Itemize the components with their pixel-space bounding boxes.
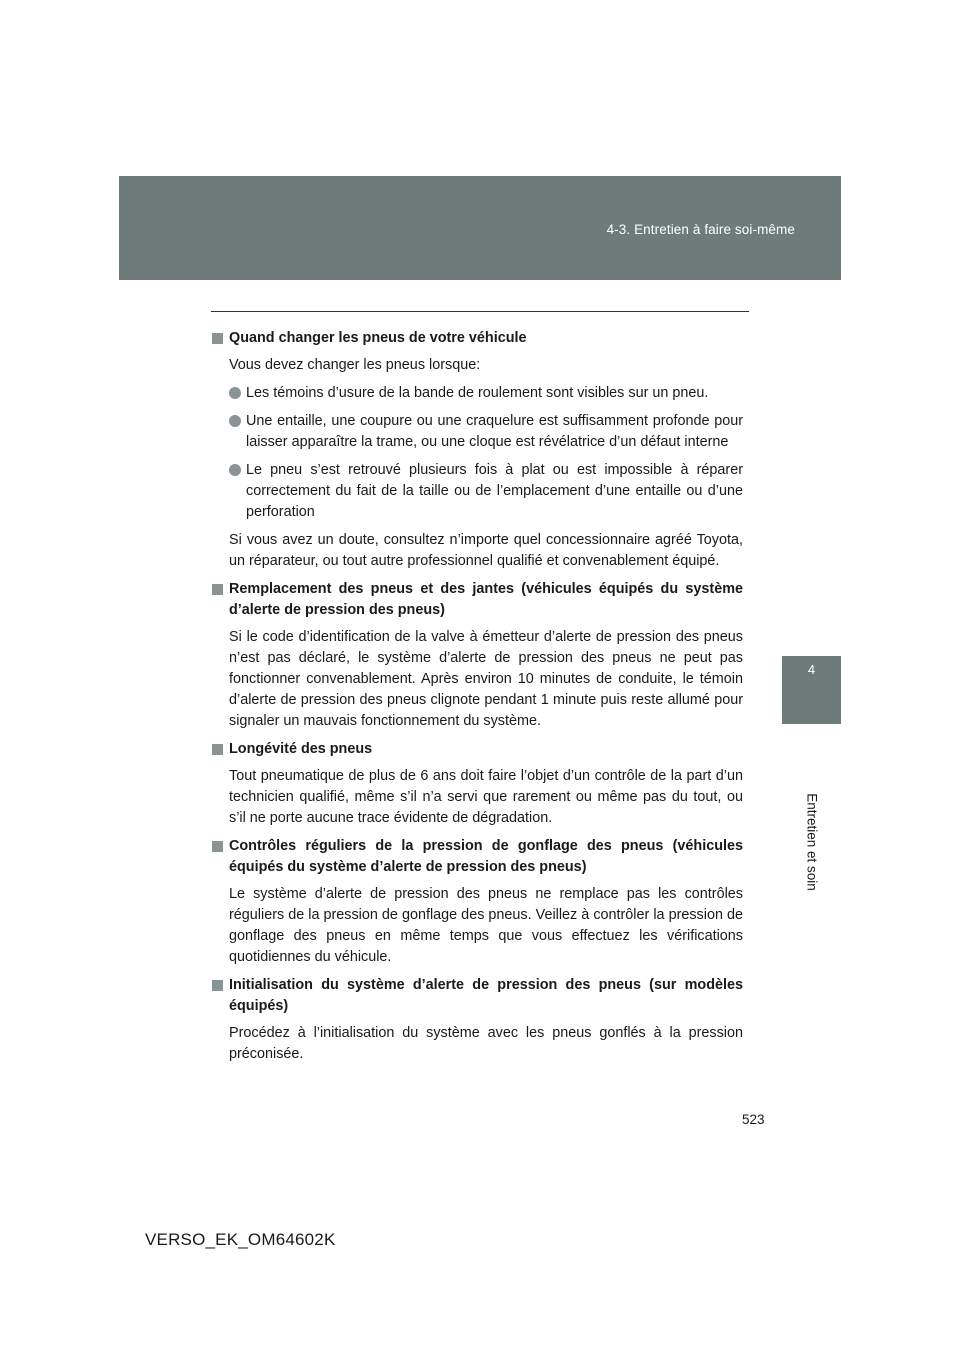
- chapter-label: Entretien et soin: [804, 793, 820, 891]
- list-item: [212, 383, 743, 404]
- list-item: [212, 411, 743, 453]
- square-bullet-icon: [212, 333, 223, 344]
- list-item-text: Une entaille, une coupure ou une craquelure est suffisamment profonde pour laisser apparaître la trame, ou une cloque est révélatrice d’un défaut interne: [246, 413, 743, 450]
- paragraph: Tout pneumatique de plus de 6 ans doit faire l’objet d’un contrôle de la part d’un technicien qualifié, même s’il n’a servi que rarement ou même pas du tout, ou s’il ne porte aucune trace évidente de dégradation.: [229, 768, 743, 826]
- paragraph: Vous devez changer les pneus lorsque:: [229, 357, 481, 373]
- paragraph: Le système d’alerte de pression des pneus ne remplace pas les contrôles réguliers de la pression de gonflage des pneus. Veillez à contrôler la pression de gonflage des pneus en même temps que vous effectuez les vérifications quotidiennes du véhicule.: [229, 886, 743, 965]
- header-band: [119, 176, 841, 280]
- paragraph: Si vous avez un doute, consultez n’importe quel concessionnaire agréé Toyota, un réparateur, ou tout autre professionnel qualifié et convenablement équipé.: [229, 532, 743, 569]
- list-item-text: Le pneu s’est retrouvé plusieurs fois à plat ou est impossible à réparer correctement du fait de la taille ou de l’emplacement d’une entaille ou d’une perforation: [246, 462, 743, 520]
- round-bullet-icon: [229, 464, 241, 476]
- square-bullet-icon: [212, 841, 223, 852]
- round-bullet-icon: [229, 387, 241, 399]
- page-number: 523: [742, 1112, 765, 1127]
- square-bullet-icon: [212, 584, 223, 595]
- section-heading: [212, 836, 743, 878]
- section-title: 4-3. Entretien à faire soi-même: [606, 222, 795, 237]
- list-item-text: Les témoins d’usure de la bande de roulement sont visibles sur un pneu.: [246, 385, 709, 401]
- paragraph: Procédez à l’initialisation du système avec les pneus gonflés à la pression préconisée.: [229, 1025, 743, 1062]
- section-heading: [212, 975, 743, 1017]
- square-bullet-icon: [212, 744, 223, 755]
- section-heading: [212, 739, 743, 760]
- square-bullet-icon: [212, 980, 223, 991]
- main-content: [212, 328, 743, 1072]
- chapter-tab: [782, 656, 841, 724]
- paragraph: Si le code d’identification de la valve à émetteur d’alerte de pression des pneus n’est pas déclaré, le système d’alerte de pression des pneus ne peut pas fonctionner convenablement. Après environ 10 minutes de conduite, le témoin d’alerte de pression des pneus clignote pendant 1 minute puis reste allumé pour signaler un mauvais fonctionnement du système.: [229, 629, 743, 729]
- heading-text: Contrôles réguliers de la pression de gonflage des pneus (véhicules équipés du système d’alerte de pression des pneus): [229, 838, 743, 875]
- round-bullet-icon: [229, 415, 241, 427]
- heading-text: Remplacement des pneus et des jantes (véhicules équipés du système d’alerte de pression des pneus): [229, 581, 743, 618]
- section-heading: [212, 579, 743, 621]
- heading-text: Longévité des pneus: [229, 741, 373, 757]
- chapter-number: 4: [807, 662, 816, 677]
- document-code: VERSO_EK_OM64602K: [145, 1230, 336, 1249]
- top-rule: [211, 311, 749, 312]
- section-heading: [212, 328, 743, 349]
- heading-text: Initialisation du système d’alerte de pression des pneus (sur modèles équipés): [229, 977, 743, 1014]
- heading-text: Quand changer les pneus de votre véhicule: [229, 330, 527, 346]
- list-item: [212, 460, 743, 523]
